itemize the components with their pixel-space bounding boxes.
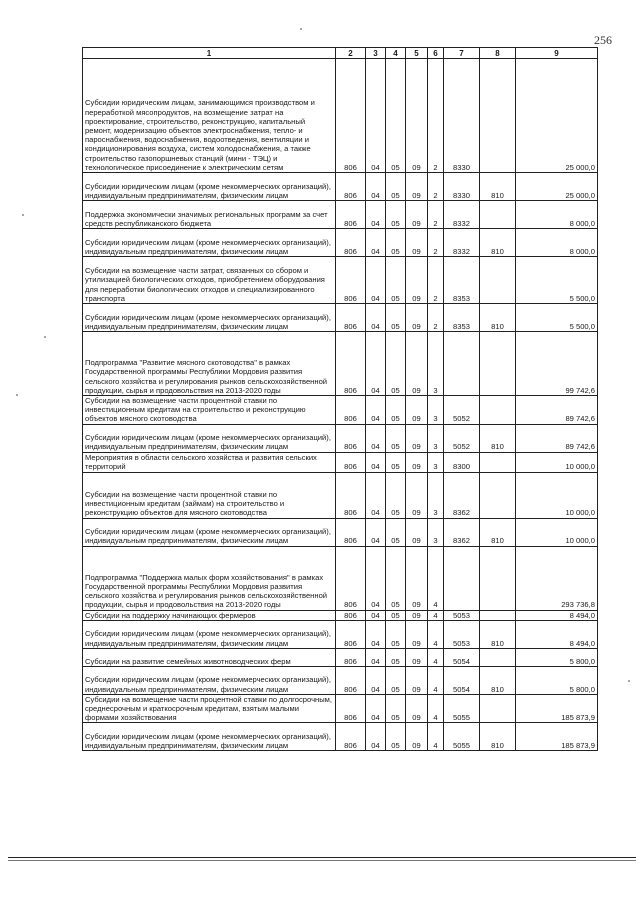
row-name-cell: Субсидии на возмещение части процентной ставки по инвестиционным кредитам (займам) на строительство и реконструкцию объектов для мясного скотоводства: [83, 472, 336, 518]
section-cell: 04: [366, 173, 386, 201]
subprogram-cell: 4: [428, 666, 444, 694]
table-row: [83, 332, 598, 396]
page-number: 256: [594, 33, 612, 47]
program-cell: 09: [406, 666, 428, 694]
section-cell: 04: [366, 424, 386, 452]
amount-cell: 89 742,6: [516, 396, 598, 425]
gr-code-cell: 806: [336, 723, 366, 751]
gr-code-cell: 806: [336, 648, 366, 666]
program-cell: 09: [406, 173, 428, 201]
target-item-cell: [444, 332, 480, 396]
target-item-cell: 8330: [444, 59, 480, 173]
section-cell: 04: [366, 546, 386, 610]
gr-code-cell: 806: [336, 620, 366, 648]
row-name-cell: Поддержка экономически значимых региональных программ за счет средств республиканского бюджета: [83, 201, 336, 229]
table-row: [83, 229, 598, 257]
amount-cell: 8 494,0: [516, 620, 598, 648]
subprogram-cell: 2: [428, 257, 444, 304]
subprogram-cell: 3: [428, 332, 444, 396]
target-item-cell: 5054: [444, 666, 480, 694]
section-cell: 04: [366, 304, 386, 332]
expense-type-cell: 810: [480, 304, 516, 332]
gr-code-cell: 806: [336, 173, 366, 201]
row-name-cell: Мероприятия в области сельского хозяйства и развития сельских территорий: [83, 452, 336, 472]
program-cell: 09: [406, 723, 428, 751]
row-name-cell: Субсидии юридическим лицам (кроме некоммерческих организаций), индивидуальным предпринимателям, физическим лицам: [83, 666, 336, 694]
table-row: [83, 396, 598, 425]
amount-cell: 5 500,0: [516, 257, 598, 304]
gr-code-cell: 806: [336, 452, 366, 472]
subsection-cell: 05: [386, 59, 406, 173]
header-cell: 5: [406, 48, 428, 59]
row-name-cell: Субсидии юридическим лицам (кроме некоммерческих организаций), индивидуальным предпринимателям, физическим лицам: [83, 229, 336, 257]
expense-type-cell: [480, 648, 516, 666]
section-cell: 04: [366, 229, 386, 257]
subprogram-cell: 3: [428, 518, 444, 546]
section-cell: 04: [366, 666, 386, 694]
budget-table: [82, 47, 598, 751]
subprogram-cell: 2: [428, 229, 444, 257]
scan-speck: [16, 394, 18, 396]
header-cell: 6: [428, 48, 444, 59]
subprogram-cell: 2: [428, 304, 444, 332]
subsection-cell: 05: [386, 173, 406, 201]
amount-cell: 89 742,6: [516, 424, 598, 452]
section-cell: 04: [366, 332, 386, 396]
target-item-cell: 8362: [444, 472, 480, 518]
table-row: [83, 546, 598, 610]
subsection-cell: 05: [386, 546, 406, 610]
subprogram-cell: 4: [428, 610, 444, 620]
subsection-cell: 05: [386, 229, 406, 257]
program-cell: 09: [406, 452, 428, 472]
expense-type-cell: [480, 472, 516, 518]
target-item-cell: 5053: [444, 620, 480, 648]
gr-code-cell: 806: [336, 666, 366, 694]
table-row: [83, 648, 598, 666]
subprogram-cell: 4: [428, 648, 444, 666]
subsection-cell: 05: [386, 396, 406, 425]
subsection-cell: 05: [386, 648, 406, 666]
amount-cell: 185 873,9: [516, 694, 598, 723]
table-row: [83, 201, 598, 229]
expense-type-cell: 810: [480, 666, 516, 694]
subsection-cell: 05: [386, 472, 406, 518]
target-item-cell: [444, 546, 480, 610]
section-cell: 04: [366, 648, 386, 666]
subprogram-cell: 4: [428, 694, 444, 723]
section-cell: 04: [366, 694, 386, 723]
header-cell: 4: [386, 48, 406, 59]
program-cell: 09: [406, 472, 428, 518]
subprogram-cell: 4: [428, 620, 444, 648]
program-cell: 09: [406, 304, 428, 332]
header-cell: 8: [480, 48, 516, 59]
table-row: [83, 472, 598, 518]
subsection-cell: 05: [386, 723, 406, 751]
target-item-cell: 8332: [444, 201, 480, 229]
row-name-cell: Субсидии юридическим лицам, занимающимся производством и переработкой мясопродуктов, на возмещение затрат на проектирование, строительство, реконструкцию, капитальный ремонт, модернизацию объектов электроснабжения, тепло- и пароснабжения, водоснабжения, водоотведения, вентиляции и кондиционирования воздуха, систем холодоснабжения, а также строительство газопоршневых станций (мини - ТЭЦ) и технологическое присоединение к электрическим сетям: [83, 59, 336, 173]
header-cell: 2: [336, 48, 366, 59]
gr-code-cell: 806: [336, 396, 366, 425]
target-item-cell: 5055: [444, 694, 480, 723]
program-cell: 09: [406, 396, 428, 425]
amount-cell: 99 742,6: [516, 332, 598, 396]
section-cell: 04: [366, 257, 386, 304]
amount-cell: 5 500,0: [516, 304, 598, 332]
amount-cell: 8 000,0: [516, 201, 598, 229]
target-item-cell: 5052: [444, 424, 480, 452]
subsection-cell: 05: [386, 332, 406, 396]
subprogram-cell: 3: [428, 472, 444, 518]
table-row: [83, 518, 598, 546]
row-name-cell: Субсидии юридическим лицам (кроме некоммерческих организаций), индивидуальным предпринимателям, физическим лицам: [83, 424, 336, 452]
row-name-cell: Субсидии юридическим лицам (кроме некоммерческих организаций), индивидуальным предпринимателям, физическим лицам: [83, 620, 336, 648]
program-cell: 09: [406, 546, 428, 610]
gr-code-cell: 806: [336, 332, 366, 396]
program-cell: 09: [406, 694, 428, 723]
amount-cell: 8 000,0: [516, 229, 598, 257]
table-row: [83, 610, 598, 620]
section-cell: 04: [366, 201, 386, 229]
program-cell: 09: [406, 648, 428, 666]
table-row: [83, 173, 598, 201]
expense-type-cell: 810: [480, 518, 516, 546]
gr-code-cell: 806: [336, 304, 366, 332]
row-name-cell: Субсидии на развитие семейных животноводческих ферм: [83, 648, 336, 666]
program-cell: 09: [406, 620, 428, 648]
table-row: [83, 304, 598, 332]
expense-type-cell: 810: [480, 229, 516, 257]
expense-type-cell: [480, 332, 516, 396]
target-item-cell: 5053: [444, 610, 480, 620]
table-row: [83, 257, 598, 304]
section-cell: 04: [366, 472, 386, 518]
target-item-cell: 8353: [444, 257, 480, 304]
subprogram-cell: 2: [428, 201, 444, 229]
subsection-cell: 05: [386, 201, 406, 229]
section-cell: 04: [366, 59, 386, 173]
subsection-cell: 05: [386, 610, 406, 620]
target-item-cell: 5054: [444, 648, 480, 666]
header-cell: 7: [444, 48, 480, 59]
subprogram-cell: 4: [428, 546, 444, 610]
subsection-cell: 05: [386, 304, 406, 332]
subsection-cell: 05: [386, 620, 406, 648]
program-cell: 09: [406, 229, 428, 257]
gr-code-cell: 806: [336, 229, 366, 257]
expense-type-cell: [480, 396, 516, 425]
subsection-cell: 05: [386, 694, 406, 723]
expense-type-cell: 810: [480, 424, 516, 452]
amount-cell: 8 494,0: [516, 610, 598, 620]
expense-type-cell: 810: [480, 723, 516, 751]
header-cell: 3: [366, 48, 386, 59]
gr-code-cell: 806: [336, 257, 366, 304]
table-header-row: [83, 48, 598, 59]
expense-type-cell: [480, 610, 516, 620]
gr-code-cell: 806: [336, 518, 366, 546]
program-cell: 09: [406, 332, 428, 396]
table-row: [83, 666, 598, 694]
subsection-cell: 05: [386, 518, 406, 546]
row-name-cell: Субсидии юридическим лицам (кроме некоммерческих организаций), индивидуальным предпринимателям, физическим лицам: [83, 173, 336, 201]
gr-code-cell: 806: [336, 610, 366, 620]
section-cell: 04: [366, 396, 386, 425]
target-item-cell: 8330: [444, 173, 480, 201]
section-cell: 04: [366, 620, 386, 648]
row-name-cell: Подпрограмма "Развитие мясного скотоводства" в рамках Государственной программы Республики Мордовия развития сельского хозяйства и регулирования рынков сельскохозяйственной продукции, сырья и продовольствия на 2013-2020 годы: [83, 332, 336, 396]
scan-speck: [22, 214, 24, 216]
row-name-cell: Субсидии на возмещение части затрат, связанных со сбором и утилизацией биологических отходов, приобретением оборудования для переработки биологических отходов и специализированного транспорта: [83, 257, 336, 304]
table-row: [83, 723, 598, 751]
row-name-cell: Субсидии юридическим лицам (кроме некоммерческих организаций), индивидуальным предпринимателям, физическим лицам: [83, 518, 336, 546]
table-row: [83, 452, 598, 472]
subsection-cell: 05: [386, 666, 406, 694]
target-item-cell: 8332: [444, 229, 480, 257]
bottom-rule: [8, 857, 636, 858]
gr-code-cell: 806: [336, 59, 366, 173]
target-item-cell: 5055: [444, 723, 480, 751]
row-name-cell: Субсидии на поддержку начинающих фермеров: [83, 610, 336, 620]
gr-code-cell: 806: [336, 694, 366, 723]
expense-type-cell: [480, 546, 516, 610]
amount-cell: 25 000,0: [516, 59, 598, 173]
scan-speck: [300, 28, 302, 30]
amount-cell: 10 000,0: [516, 518, 598, 546]
section-cell: 04: [366, 723, 386, 751]
table-row: [83, 424, 598, 452]
gr-code-cell: 806: [336, 546, 366, 610]
scan-speck: [44, 336, 46, 338]
expense-type-cell: [480, 201, 516, 229]
target-item-cell: 5052: [444, 396, 480, 425]
subsection-cell: 05: [386, 257, 406, 304]
row-name-cell: Субсидии юридическим лицам (кроме некоммерческих организаций), индивидуальным предпринимателям, физическим лицам: [83, 304, 336, 332]
target-item-cell: 8353: [444, 304, 480, 332]
subsection-cell: 05: [386, 424, 406, 452]
row-name-cell: Субсидии юридическим лицам (кроме некоммерческих организаций), индивидуальным предпринимателям, физическим лицам: [83, 723, 336, 751]
header-cell: 1: [83, 48, 336, 59]
amount-cell: 10 000,0: [516, 472, 598, 518]
section-cell: 04: [366, 518, 386, 546]
expense-type-cell: [480, 694, 516, 723]
amount-cell: 25 000,0: [516, 173, 598, 201]
section-cell: 04: [366, 610, 386, 620]
subprogram-cell: 3: [428, 424, 444, 452]
subprogram-cell: 2: [428, 59, 444, 173]
table-row: [83, 59, 598, 173]
expense-type-cell: [480, 452, 516, 472]
program-cell: 09: [406, 610, 428, 620]
table-row: [83, 620, 598, 648]
row-name-cell: Подпрограмма "Поддержка малых форм хозяйствования" в рамках Государственной программы Республики Мордовия развития сельского хозяйства и регулирования рынков сельскохозяйственной продукции, сырья и продовольствия на 2013-2020 годы: [83, 546, 336, 610]
amount-cell: 5 800,0: [516, 666, 598, 694]
row-name-cell: Субсидии на возмещение части процентной ставки по инвестиционным кредитам на строительство и реконструкцию объектов мясного скотоводства: [83, 396, 336, 425]
subprogram-cell: 3: [428, 452, 444, 472]
amount-cell: 5 800,0: [516, 648, 598, 666]
amount-cell: 10 000,0: [516, 452, 598, 472]
program-cell: 09: [406, 59, 428, 173]
program-cell: 09: [406, 201, 428, 229]
target-item-cell: 8362: [444, 518, 480, 546]
expense-type-cell: 810: [480, 620, 516, 648]
gr-code-cell: 806: [336, 201, 366, 229]
bottom-rule-thin: [8, 860, 636, 861]
gr-code-cell: 806: [336, 424, 366, 452]
section-cell: 04: [366, 452, 386, 472]
expense-type-cell: [480, 257, 516, 304]
gr-code-cell: 806: [336, 472, 366, 518]
amount-cell: 293 736,8: [516, 546, 598, 610]
header-cell: 9: [516, 48, 598, 59]
expense-type-cell: [480, 59, 516, 173]
subprogram-cell: 3: [428, 396, 444, 425]
table-row: [83, 694, 598, 723]
row-name-cell: Субсидии на возмещение части процентной ставки по долгосрочным, среднесрочным и краткосрочным кредитам, взятым малыми формами хозяйствования: [83, 694, 336, 723]
program-cell: 09: [406, 424, 428, 452]
target-item-cell: 8300: [444, 452, 480, 472]
program-cell: 09: [406, 257, 428, 304]
expense-type-cell: 810: [480, 173, 516, 201]
subsection-cell: 05: [386, 452, 406, 472]
subprogram-cell: 4: [428, 723, 444, 751]
program-cell: 09: [406, 518, 428, 546]
amount-cell: 185 873,9: [516, 723, 598, 751]
scan-speck: [628, 680, 630, 682]
subprogram-cell: 2: [428, 173, 444, 201]
